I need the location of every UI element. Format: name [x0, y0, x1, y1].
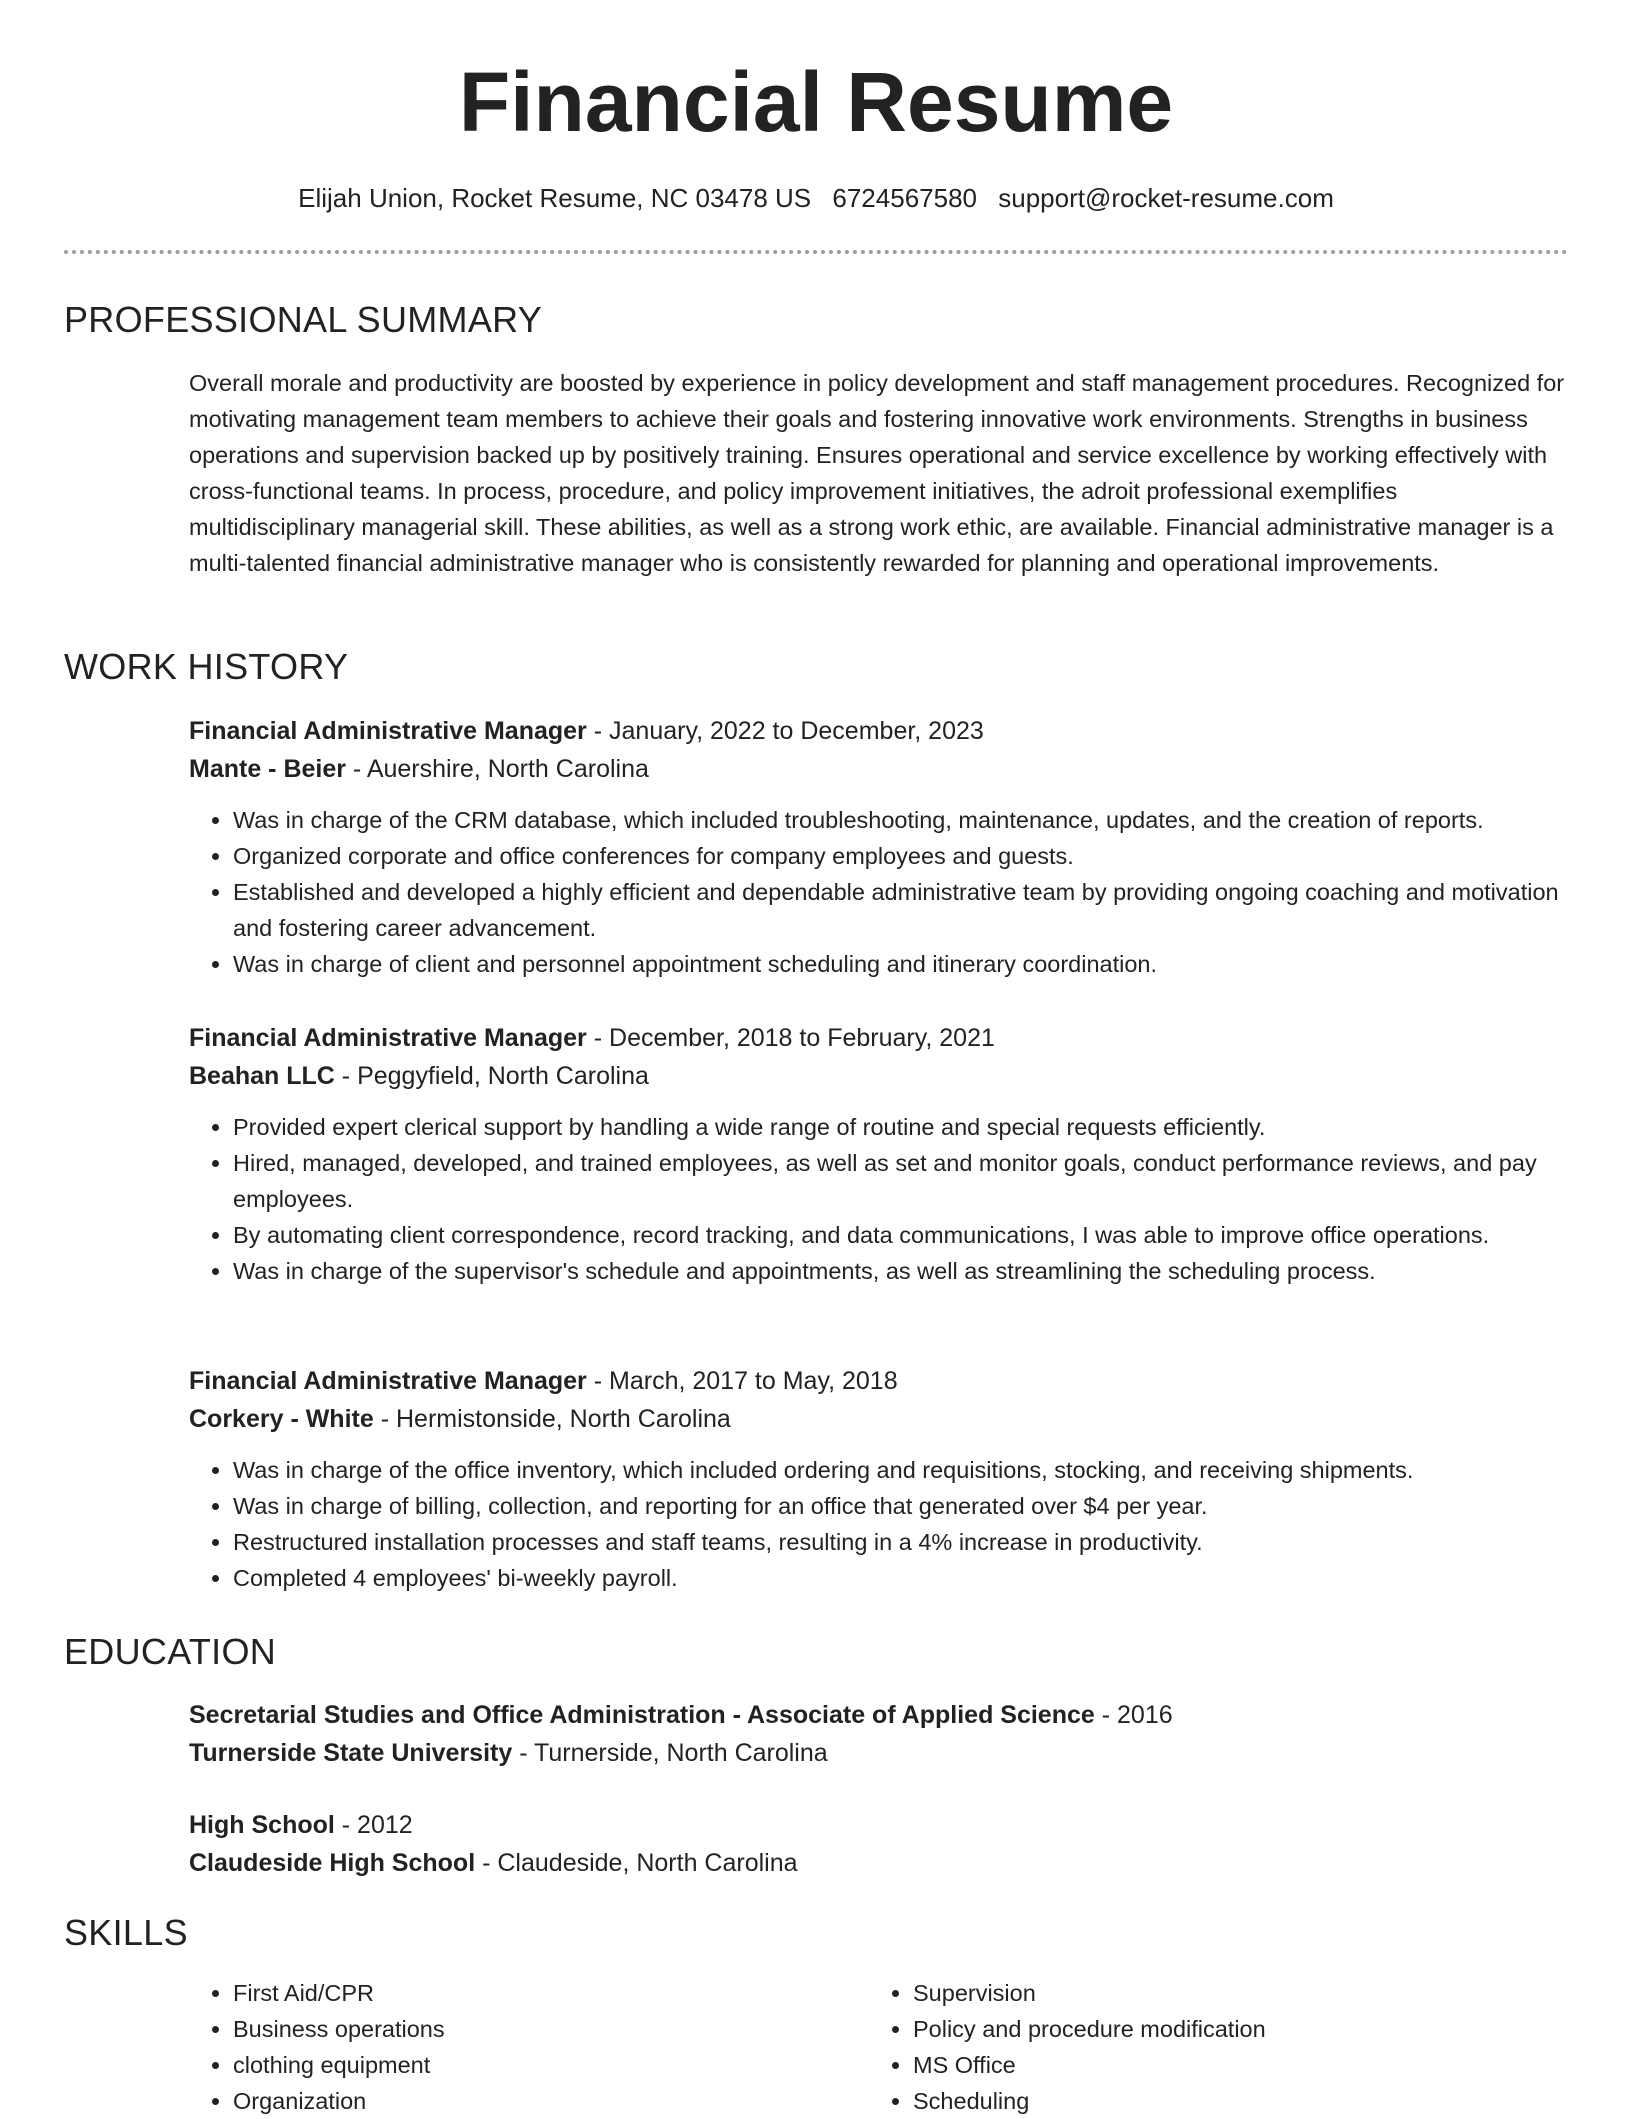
education-heading: EDUCATION	[64, 1631, 277, 1672]
job-location: - Peggyfield, North Carolina	[334, 1062, 649, 1090]
skill-item: • Supervision	[913, 1975, 1509, 2011]
job-bullet: • Completed 4 employees' bi-weekly payroll.	[233, 1560, 1569, 1596]
job-bullet: • Provided expert clerical support by handling a wide range of routine and special requests efficiently.	[233, 1109, 1569, 1145]
header-divider	[64, 250, 1568, 254]
job-bullet: • Was in charge of the supervisor's schedule and appointments, as well as streamlining the scheduling process.	[233, 1253, 1569, 1289]
job-company: Corkery - White	[189, 1405, 374, 1433]
summary-heading: PROFESSIONAL SUMMARY	[64, 299, 543, 340]
job-location: - Auershire, North Carolina	[345, 755, 649, 783]
education-location: - Turnerside, North Carolina	[512, 1739, 828, 1767]
education-school-line	[189, 1844, 1569, 1882]
skill-item: • First Aid/CPR	[233, 1975, 829, 2011]
education-degree: Secretarial Studies and Office Administration - Associate of Applied Science	[189, 1701, 1095, 1729]
job-bullets	[189, 1109, 1569, 1289]
education-school-line	[189, 1734, 1569, 1772]
skills-heading: SKILLS	[64, 1912, 188, 1953]
skills-column-left	[189, 1975, 829, 2119]
job-bullet: • Organized corporate and office conferences for company employees and guests.	[233, 838, 1569, 874]
job-company-line	[189, 1400, 1569, 1438]
job-bullet: • Hired, managed, developed, and trained employees, as well as set and monitor goals, conduct performance reviews, and pay employees.	[233, 1145, 1569, 1217]
contact-phone: 6724567580	[832, 183, 977, 213]
skill-item: • clothing equipment	[233, 2047, 829, 2083]
contact-email: support@rocket-resume.com	[998, 183, 1334, 213]
job-bullet: • Was in charge of the office inventory, which included ordering and requisitions, stocking, and receiving shipments.	[233, 1452, 1569, 1488]
job-bullet: • Was in charge of the CRM database, which included troubleshooting, maintenance, updates, and the creation of reports.	[233, 802, 1569, 838]
skill-item: • Policy and procedure modification	[913, 2011, 1509, 2047]
job-bullet: • Was in charge of client and personnel appointment scheduling and itinerary coordination.	[233, 946, 1569, 982]
education-entry	[189, 1806, 1569, 1882]
job-dates: - December, 2018 to February, 2021	[586, 1024, 995, 1052]
job-company: Mante - Beier	[189, 755, 346, 783]
resume-page	[64, 0, 1568, 2112]
job-title: Financial Administrative Manager	[189, 717, 587, 745]
skill-item: • Scheduling	[913, 2083, 1509, 2119]
job-entry	[189, 1362, 1569, 1596]
skills-column-right	[869, 1975, 1509, 2119]
education-year: - 2012	[334, 1811, 413, 1839]
skills-list	[869, 1975, 1509, 2119]
job-bullets	[189, 802, 1569, 982]
contact-address: Elijah Union, Rocket Resume, NC 03478 US	[298, 183, 812, 213]
job-dates: - March, 2017 to May, 2018	[586, 1367, 898, 1395]
education-degree: High School	[189, 1811, 335, 1839]
education-entry	[189, 1696, 1569, 1772]
job-bullet: • Was in charge of billing, collection, and reporting for an office that generated over $4 per year.	[233, 1488, 1569, 1524]
education-degree-line	[189, 1696, 1569, 1734]
job-company-line	[189, 1057, 1569, 1095]
job-entry	[189, 1019, 1569, 1289]
education-degree-line	[189, 1806, 1569, 1844]
skill-item: • MS Office	[913, 2047, 1509, 2083]
job-title: Financial Administrative Manager	[189, 1367, 587, 1395]
job-title: Financial Administrative Manager	[189, 1024, 587, 1052]
job-location: - Hermistonside, North Carolina	[373, 1405, 731, 1433]
resume-title: Financial Resume	[458, 55, 1174, 149]
job-title-line	[189, 1019, 1569, 1057]
job-company-line	[189, 750, 1569, 788]
skills-list	[189, 1975, 829, 2119]
education-year: - 2016	[1094, 1701, 1173, 1729]
job-title-line	[189, 712, 1569, 750]
skill-item: • Organization	[233, 2083, 829, 2119]
job-dates: - January, 2022 to December, 2023	[586, 717, 984, 745]
education-location: - Claudeside, North Carolina	[475, 1849, 798, 1877]
skill-item: • Business operations	[233, 2011, 829, 2047]
work-history-heading: WORK HISTORY	[64, 646, 349, 687]
contact-line	[64, 180, 1568, 216]
job-bullet: • Established and developed a highly efficient and dependable administrative team by providing ongoing coaching and motivation and fostering career advancement.	[233, 874, 1569, 946]
education-school: Claudeside High School	[189, 1849, 476, 1877]
job-title-line	[189, 1362, 1569, 1400]
job-bullets	[189, 1452, 1569, 1596]
summary-text: Overall morale and productivity are boosted by experience in policy development and staff management procedures. Recognized for motivating management team members to achieve their goals and fostering innovative work environments. Strengths in business operations and supervision backed up by positively training. Ensures operational and service excellence by working effectively with cross-functional teams. In process, procedure, and policy improvement initiatives, the adroit professional exemplifies multidisciplinary managerial skill. These abilities, as well as a strong work ethic, are available. Financial administrative manager is a multi-talented financial administrative manager who is consistently rewarded for planning and operational improvements.	[189, 370, 1565, 576]
job-entry	[189, 712, 1569, 982]
job-bullet: • Restructured installation processes and staff teams, resulting in a 4% increase in productivity.	[233, 1524, 1569, 1560]
job-bullet: • By automating client correspondence, record tracking, and data communications, I was able to improve office operations.	[233, 1217, 1569, 1253]
education-school: Turnerside State University	[189, 1739, 513, 1767]
job-company: Beahan LLC	[189, 1062, 335, 1090]
